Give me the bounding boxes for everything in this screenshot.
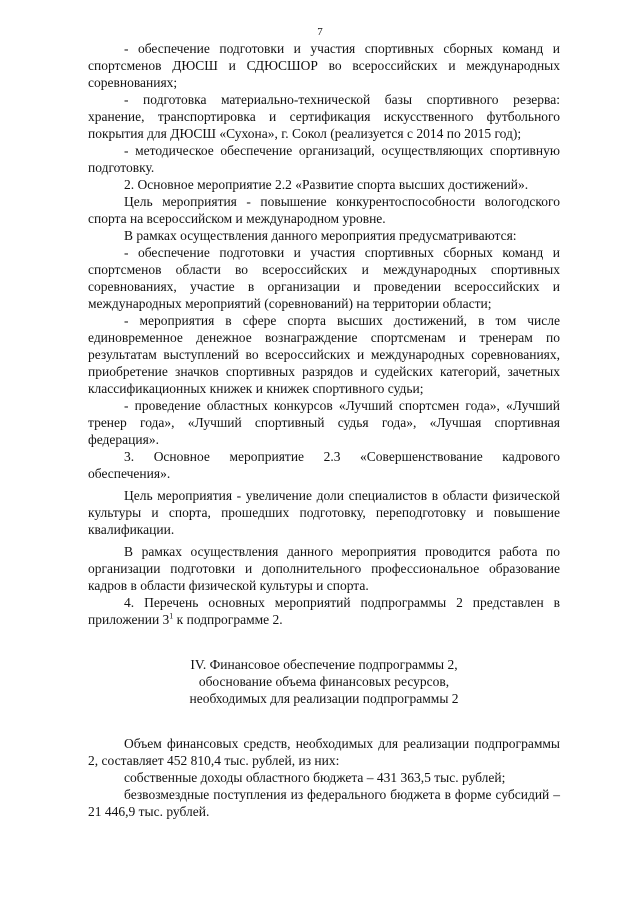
paragraph-high-achievements: - мероприятия в сфере спорта высших достижений, в том числе единовременное денежное вознаграждение спортсменам и тренерам по результатам выступлений во всероссийских и международных соревнованиях, приобретение значков спортивных разрядов и судейских категорий, зачетных классификационных книжек и книжек спортивного судьи; (88, 313, 560, 396)
appendix-text-after: к подпрограмме 2. (173, 612, 283, 627)
paragraph-methodical-support: - методическое обеспечение организаций, осуществляющих спортивную подготовку. (88, 143, 560, 175)
paragraph-measure-2-3-work: В рамках осуществления данного мероприятия проводится работа по организации подготовки и дополнительного профессиональное образование кадров в области физической культуры и спорта. (88, 544, 560, 593)
spacer (88, 628, 560, 656)
paragraph-sport-teams-region: - обеспечение подготовки и участия спортивных сборных команд и спортсменов области во всероссийских и международных спортивных соревнованиях, участие в организации и проведении всероссийских и международных мероприятий (соревнований) на территории области; (88, 245, 560, 311)
section-heading (88, 656, 560, 707)
paragraph-funding-total: Объем финансовых средств, необходимых для реализации подпрограммы 2, составляет 452 810,4 тыс. рублей, из них: (88, 736, 560, 768)
paragraph-regional-contests: - проведение областных конкурсов «Лучший спортсмен года», «Лучший тренер года», «Лучший спортивный судья года», «Лучшая спортивная федерация». (88, 398, 560, 447)
paragraph-measure-2-2-goal: Цель мероприятия - повышение конкурентоспособности вологодского спорта на всероссийском и международном уровне. (88, 194, 560, 226)
paragraph-sport-teams-dyussh: - обеспечение подготовки и участия спортивных сборных команд и спортсменов ДЮСШ и СДЮСШОР во всероссийских и международных соревнованиях; (88, 41, 560, 90)
document-body (88, 40, 560, 820)
spacer (88, 707, 560, 735)
section-heading-line-1: IV. Финансовое обеспечение подпрограммы 2, (190, 657, 458, 672)
page-number: 7 (317, 26, 323, 38)
paragraph-material-base: - подготовка материально-технической базы спортивного резерва: хранение, транспортировка и сертификация искусственного футбольного покрытия для ДЮСШ «Сухона», г. Сокол (реализуется с 2014 по 2015 год); (88, 92, 560, 141)
paragraph-measure-2-2-title: 2. Основное мероприятие 2.2 «Развитие спорта высших достижений». (124, 177, 529, 192)
paragraph-measure-2-2-intro: В рамках осуществления данного мероприятия предусматриваются: (124, 228, 517, 243)
paragraph-federal-subsidies: безвозмездные поступления из федерального бюджета в форме субсидий – 21 446,9 тыс. рублей. (88, 787, 560, 819)
paragraph-measure-2-3-title: 3. Основное мероприятие 2.3 «Совершенствование кадрового обеспечения». (88, 449, 560, 481)
section-heading-line-2: обоснование объема финансовых ресурсов, (198, 674, 450, 689)
appendix-text-before: 4. Перечень основных мероприятий подпрограммы 2 представлен в приложении 3 (88, 595, 560, 627)
section-heading-line-3: необходимых для реализации подпрограммы 2 (189, 691, 459, 706)
paragraph-regional-budget: собственные доходы областного бюджета – 431 363,5 тыс. рублей; (124, 770, 506, 785)
paragraph-measure-2-3-goal: Цель мероприятия - увеличение доли специалистов в области физической культуры и спорта, прошедших подготовку, переподготовку и повышение квалификации. (88, 488, 560, 537)
paragraph-list-appendix (88, 594, 560, 628)
appendix-superscript: 1 (169, 611, 174, 621)
